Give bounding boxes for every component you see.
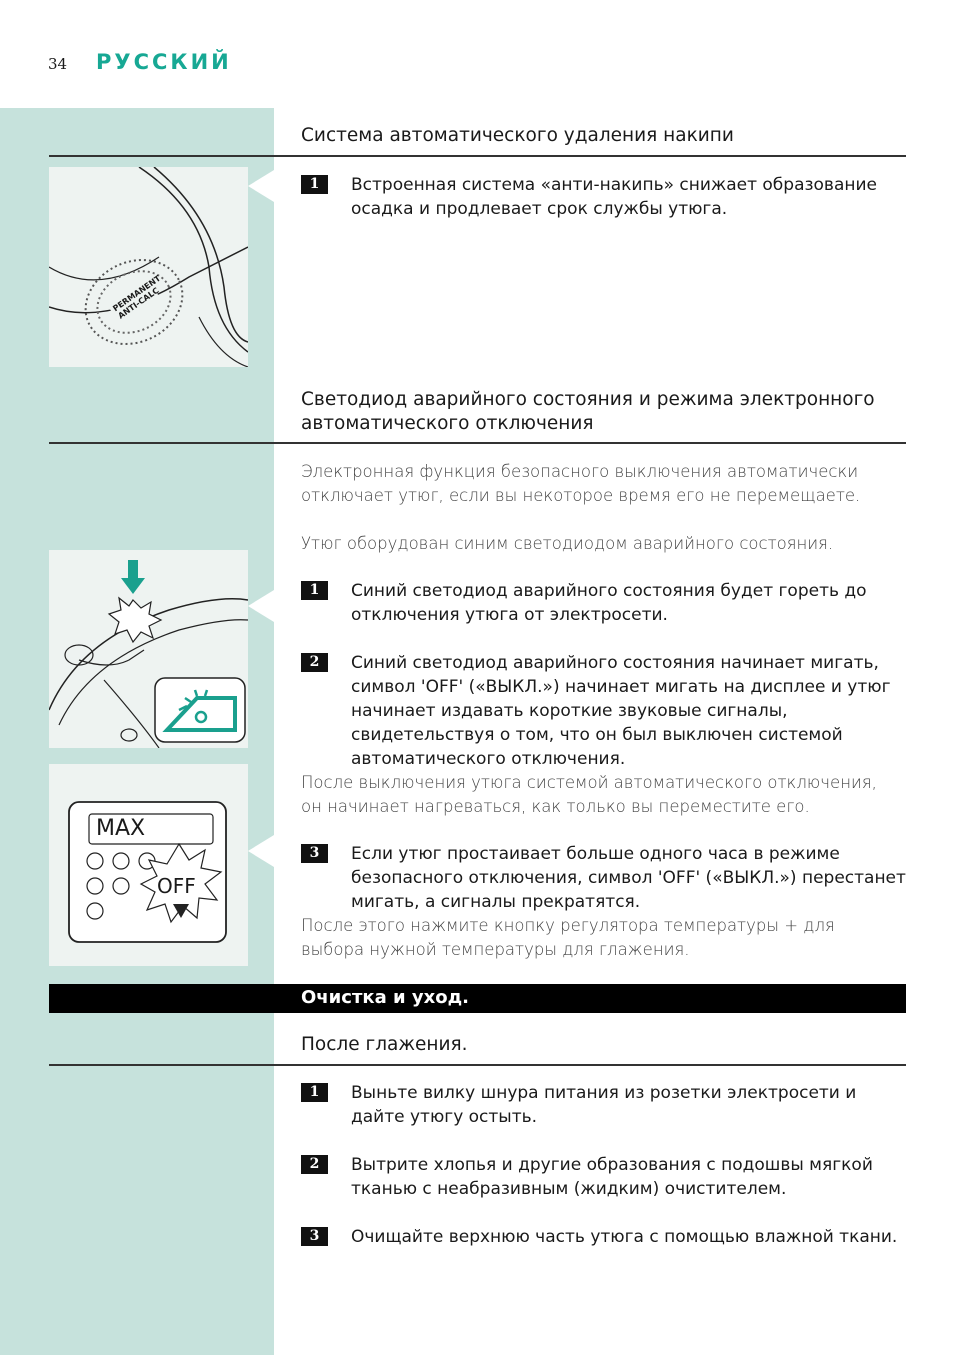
display-max-label: MAX [96, 816, 146, 841]
pointer-arrow [248, 835, 274, 867]
safety-intro-led: Утюг оборудован синим светодиодом аварийного состояния. [301, 534, 834, 553]
step-text: Вытрите хлопья и другие образования с подошвы мягкой тканью с неабразивным (жидким) очистителем. [351, 1155, 873, 1199]
step-cleaning-2 [301, 1153, 911, 1201]
step-safety-3 [301, 842, 911, 914]
step-text: Если утюг простаивает больше одного часа в режиме безопасного отключения, символ 'OFF' («ВЫКЛ.») перестанет мигать, а сигналы прекратятся. [351, 844, 906, 912]
step-number: 2 [301, 1155, 328, 1174]
step-number: 1 [301, 1083, 328, 1102]
language-title: РУССКИЙ [96, 50, 232, 74]
step-number: 3 [301, 844, 328, 863]
step-text: Встроенная система «анти-накипь» снижает образование осадка и продлевает срок службы утюга. [351, 175, 877, 219]
section-title-safety: Светодиод аварийного состояния и режима электронного автоматического отключения [301, 389, 875, 434]
iron-anticalc-drawing [49, 167, 248, 367]
step-safety-1 [301, 579, 911, 627]
divider [49, 442, 906, 444]
step-text: Очищайте верхнюю часть утюга с помощью влажной ткани. [351, 1227, 898, 1247]
pointer-arrow [248, 170, 274, 202]
step3-note: После этого нажмите кнопку регулятора температуры + для выбора нужной температуры для глажения. [301, 916, 835, 959]
step-text: Выньте вилку шнура питания из розетки электросети и дайте утюгу остыть. [351, 1083, 857, 1127]
step2-note: После выключения утюга системой автоматического отключения, он начинает нагреваться, как только вы переместите его. [301, 773, 877, 816]
iron-led-drawing [49, 550, 248, 748]
display-off-label: OFF [157, 874, 196, 898]
step-text: Синий светодиод аварийного состояния будет гореть до отключения утюга от электросети. [351, 581, 867, 625]
step-number: 3 [301, 1227, 328, 1246]
divider [49, 1064, 906, 1066]
step-safety-2 [301, 651, 911, 771]
divider [49, 155, 906, 157]
anticalc-illustration [49, 167, 248, 367]
step-text: Синий светодиод аварийного состояния начинает мигать, символ 'OFF' («ВЫКЛ.») начинает мигать на дисплее и утюг начинает издавать короткие звуковые сигналы, свидетельствуя о том, что он был выключен системой автоматического отключения. [351, 653, 891, 769]
display-illustration [49, 764, 248, 966]
safety-intro: Электронная функция безопасного выключения автоматически отключает утюг, если вы некоторое время его не перемещаете. [301, 462, 861, 505]
section-title-descaling: Система автоматического удаления накипи [301, 125, 734, 146]
display-off-drawing [49, 764, 248, 966]
step-number: 2 [301, 653, 328, 672]
page-number: 34 [48, 55, 68, 73]
section-banner-cleaning [49, 984, 906, 1013]
step-cleaning-3 [301, 1225, 911, 1249]
step-number: 1 [301, 175, 328, 194]
banner-title: Очистка и уход. [301, 987, 469, 1008]
step-descaling-1 [301, 173, 911, 221]
anticalc-label: PERMANENT ANTI-CALC [111, 273, 163, 321]
pointer-arrow [248, 590, 274, 622]
step-cleaning-1 [301, 1081, 911, 1129]
step-number: 1 [301, 581, 328, 600]
subtitle-after-ironing: После глажения. [301, 1034, 468, 1055]
led-illustration [49, 550, 248, 748]
